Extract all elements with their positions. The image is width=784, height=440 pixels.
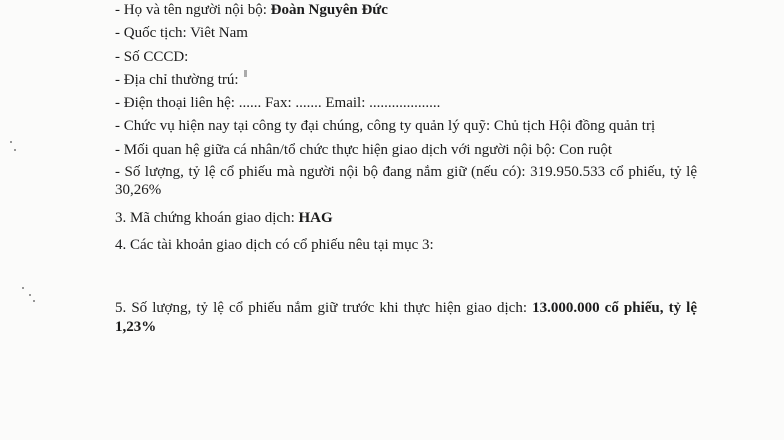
scan-speck — [29, 294, 31, 296]
id-card-line: - Số CCCD: — [115, 49, 189, 65]
contact-line: - Điện thoại liên hệ: ...... Fax: ....... Email: ................... — [115, 95, 441, 111]
holdings-line-1: - Số lượng, tỷ lệ cổ phiếu mà người nội bộ đang nắm giữ (nếu có): 319.950.533 cổ phiếu, tỷ lệ — [115, 164, 697, 180]
insider-name-label: - Họ và tên người nội bộ: — [115, 2, 271, 18]
security-code-label: 3. Mã chứng khoán giao dịch: — [115, 210, 299, 226]
insider-name-line — [115, 1, 388, 20]
scan-speck — [33, 300, 35, 302]
holdings-line-2: 30,26% — [115, 182, 162, 198]
relationship-line: - Mối quan hệ giữa cá nhân/tổ chức thực hiện giao dịch với người nội bộ: Con ruột — [115, 142, 613, 158]
holdings-before-value: 13.000.000 cổ phiếu, tỷ lệ — [532, 300, 697, 316]
security-code-value: HAG — [298, 210, 333, 226]
nationality-line: - Quốc tịch: Viêt Nam — [115, 25, 248, 41]
security-code-line — [115, 209, 333, 228]
scan-speck — [10, 141, 12, 143]
address-line: - Địa chỉ thường trú: — [115, 72, 239, 88]
holdings-before-line-1 — [115, 298, 697, 318]
scan-speck — [14, 149, 16, 151]
insider-name-value: Đoàn Nguyên Đức — [270, 2, 388, 18]
scan-speck — [22, 287, 24, 289]
position-line: - Chức vụ hiện nay tại công ty đại chúng, công ty quản lý quỹ: Chủ tịch Hội đồng quản trị — [115, 118, 656, 134]
scan-artifact — [244, 70, 247, 77]
holdings-before-label: 5. Số lượng, tỷ lệ cổ phiếu nắm giữ trước khi thực hiện giao dịch: — [115, 300, 533, 316]
trading-accounts-line: 4. Các tài khoản giao dịch có cổ phiếu nêu tại mục 3: — [115, 237, 434, 253]
holdings-before-line-2: 1,23% — [115, 319, 157, 335]
